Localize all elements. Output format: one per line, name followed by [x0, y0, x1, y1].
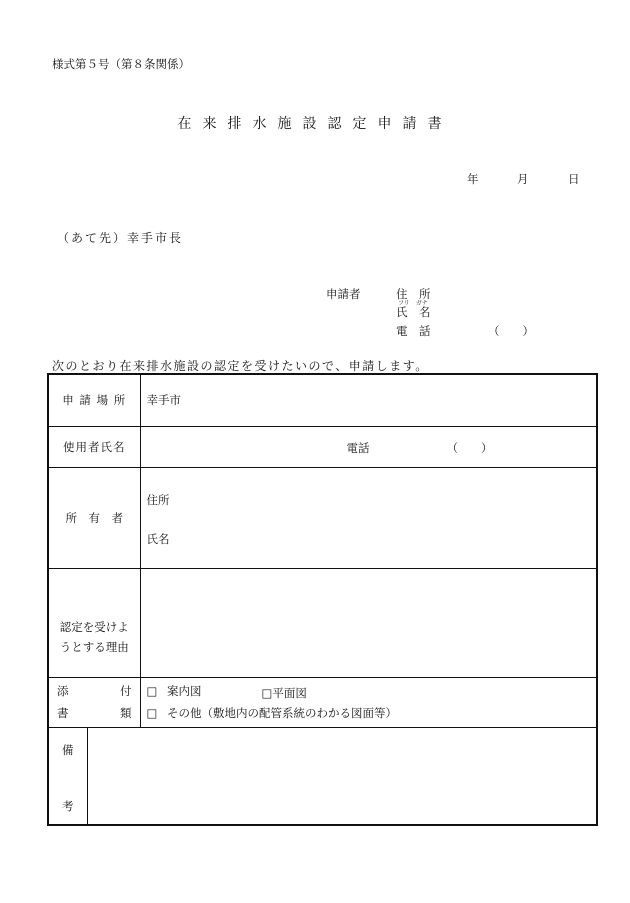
user-name-row — [48, 426, 597, 467]
attach-guide-map-label: 案内図 — [167, 684, 202, 698]
attach-label-char3: 書 — [57, 706, 69, 720]
attach-label-char1: 添 — [57, 684, 69, 698]
applicant-furigana-label: フリ ガナ — [398, 300, 428, 307]
form-number: 様式第５号（第８条関係） — [52, 57, 190, 71]
remarks-label-char1: 備 — [62, 742, 74, 757]
user-name-label: 使用者氏名 — [48, 426, 140, 467]
intro-text: 次のとおり在来排水施設の認定を受けたいので、申請します。 — [52, 359, 429, 373]
attachments-label — [48, 677, 140, 727]
applicant-name-label: 氏 名 — [396, 305, 431, 319]
reason-label-line1: 認定を受けよ — [59, 619, 129, 634]
date-year-label: 年 — [467, 172, 479, 186]
remarks-label — [48, 727, 87, 825]
user-phone-label: 電話 — [346, 440, 370, 455]
remarks-field[interactable] — [87, 727, 597, 825]
date-day-label: 日 — [568, 172, 580, 186]
location-row — [48, 374, 597, 426]
addressee: （あて先）幸手市長 — [57, 231, 184, 245]
attachments-row — [48, 677, 597, 727]
attach-floor-plan-label[interactable]: □平面図 — [261, 685, 307, 700]
attach-label-char4: 類 — [120, 706, 132, 720]
user-phone-parens: （ ） — [446, 440, 493, 455]
remarks-row — [48, 727, 597, 825]
document-title: 在来排水施設認定申請書 — [177, 116, 453, 132]
checkbox-guide-map[interactable]: □ — [146, 684, 158, 698]
checkbox-other[interactable]: □ — [146, 706, 158, 720]
applicant-label: 申請者 — [326, 287, 361, 301]
owner-field[interactable] — [140, 467, 597, 568]
remarks-label-char2: 考 — [62, 798, 74, 813]
location-prefix: 幸手市 — [146, 393, 181, 408]
owner-address-label: 住所 — [146, 492, 170, 507]
application-table — [47, 373, 598, 826]
reason-field[interactable] — [140, 568, 597, 677]
applicant-address-label: 住 所 — [396, 287, 431, 301]
date-month-label: 月 — [517, 172, 529, 186]
attachments-list — [140, 677, 597, 727]
location-value[interactable] — [140, 374, 597, 426]
reason-label-line2: うとする理由 — [59, 639, 129, 654]
applicant-phone-parens: （ ） — [488, 324, 534, 338]
attach-label-char2: 付 — [120, 684, 132, 698]
applicant-phone-label: 電 話 — [396, 324, 431, 338]
reason-row — [48, 568, 597, 677]
owner-name-label: 氏名 — [146, 531, 170, 546]
location-label: 申 請 場 所 — [48, 374, 140, 426]
owner-row — [48, 467, 597, 568]
user-name-field[interactable] — [140, 426, 597, 467]
reason-label — [48, 568, 140, 677]
owner-label: 所 有 者 — [48, 467, 140, 568]
attach-other-label: その他（敷地内の配管系統のわかる図面等） — [167, 706, 398, 720]
